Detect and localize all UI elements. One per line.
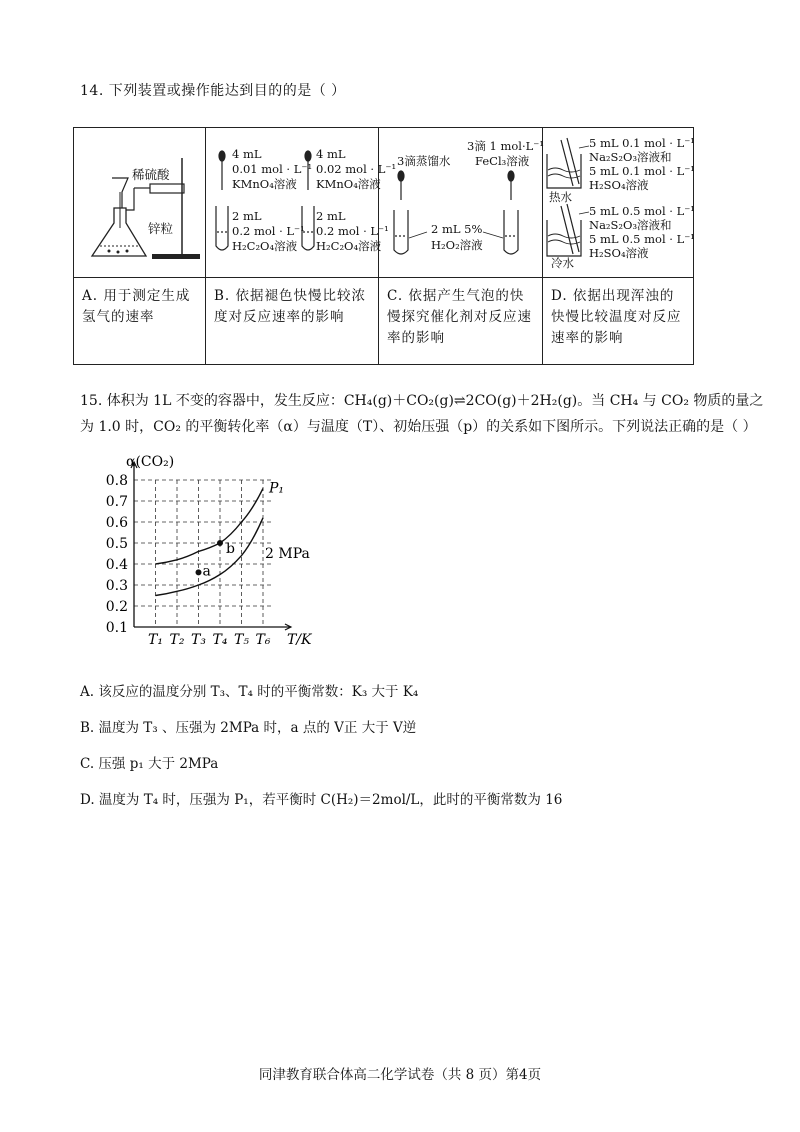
q14-option-a [74, 278, 206, 365]
q14-panel-c-figure [379, 128, 543, 278]
x-tick-label: T₆ [255, 632, 271, 648]
hydrogen-generator-apparatus-icon [74, 128, 205, 273]
label-d-top-line2: Na₂S₂O₃溶液和 [589, 150, 672, 164]
q15-option-d: D. 温度为 T₄ 时，压强为 P₁，若平衡时 C(H₂)＝2mol/L，此时的平衡常数为 16 [80, 792, 563, 808]
x-axis-label: T/K [286, 632, 312, 648]
label-c-h2o2-volume: 2 mL 5% [431, 222, 483, 236]
label-b-right-volume: 4 mL [316, 147, 346, 161]
series-curve-1 [156, 518, 264, 596]
point-label-a: a [202, 563, 211, 580]
q15-stem-line1: 15. 体积为 1L 不变的容器中，发生反应：CH₄(g)＋CO₂(g)⇌2CO(g)＋2H₂(g)。当 CH₄ 与 CO₂ 物质的量之 [80, 393, 764, 409]
q14-panel-a-figure [74, 128, 206, 278]
series-label-1: 2 MPa [265, 545, 310, 562]
q15-stem-line2: 为 1.0 时，CO₂ 的平衡转化率（α）与温度（T）、初始压强（p）的关系如下图所示。下列说法正确的是（ ） [80, 419, 757, 435]
q14-option-d-text: D. 依据出现浑浊的快慢比较温度对反应速率的影响 [551, 288, 682, 346]
x-tick-label: T₄ [212, 632, 228, 648]
y-tick-label: 0.6 [105, 515, 128, 531]
label-c-fecl3-conc: 3滴 1 mol·L⁻¹ [467, 139, 544, 153]
q14-option-d [543, 278, 694, 365]
label-b-right-tube-reagent: H₂C₂O₄溶液 [316, 239, 382, 253]
x-tick-label: T₂ [169, 632, 185, 648]
q14-option-c [379, 278, 543, 365]
y-tick-label: 0.7 [105, 494, 128, 510]
y-tick-label: 0.1 [105, 620, 128, 636]
y-tick-label: 0.8 [105, 473, 128, 489]
co2-conversion-chart [92, 455, 352, 655]
label-d-top-line1: 5 mL 0.1 mol · L⁻¹ [589, 136, 695, 150]
label-c-distilled-water: 3滴蒸馏水 [397, 154, 451, 168]
q14-option-a-text: A. 用于测定生成氢气的速率 [82, 288, 191, 325]
y-axis-label: α(CO₂) [126, 454, 175, 470]
q15-option-a: A. 该反应的温度分别 T₃、T₄ 时的平衡常数：K₃ 大于 K₄ [80, 684, 419, 700]
q14-option-c-text: C. 依据产生气泡的快慢探究催化剂对反应速率的影响 [387, 288, 532, 346]
label-b-left-reagent: KMnO₄溶液 [232, 177, 297, 191]
label-c-fecl3: FeCl₃溶液 [475, 154, 530, 168]
x-tick-label: T₃ [191, 632, 206, 648]
q14-panel-d-figure [543, 128, 694, 278]
label-b-left-tube-volume: 2 mL [232, 209, 262, 223]
label-zinc-granules: 锌粒 [148, 221, 174, 236]
label-b-right-conc: 0.02 mol · L⁻¹ [316, 162, 397, 176]
series-curve-0 [156, 488, 264, 564]
label-d-bottom-line2: Na₂S₂O₃溶液和 [589, 218, 672, 232]
x-tick-label: T₅ [234, 632, 249, 648]
q14-stem: 14. 下列装置或操作能达到目的的是（ ） [80, 83, 346, 99]
y-tick-label: 0.2 [105, 599, 128, 615]
label-b-left-volume: 4 mL [232, 147, 262, 161]
series-label-0: P₁ [269, 480, 285, 497]
q14-panel-b-figure [206, 128, 397, 278]
label-b-right-tube-volume: 2 mL [316, 209, 346, 223]
label-d-bottom-line3: 5 mL 0.5 mol · L⁻¹ [589, 232, 695, 246]
point-label-b: b [226, 541, 235, 557]
y-tick-label: 0.3 [105, 578, 128, 594]
y-tick-label: 0.5 [105, 536, 128, 552]
q14-option-b-text: B. 依据褪色快慢比较浓度对反应速率的影响 [214, 288, 367, 325]
point-b [217, 540, 223, 546]
label-dilute-sulfuric-acid: 稀硫酸 [132, 167, 170, 182]
label-d-cold-water: 冷水 [551, 256, 574, 270]
point-a [196, 569, 202, 575]
label-d-top-line3: 5 mL 0.1 mol · L⁻¹ [589, 164, 695, 178]
label-b-right-tube-conc: 0.2 mol · L⁻¹ [316, 224, 389, 238]
q15-option-b: B. 温度为 T₃ 、压强为 2MPa 时，a 点的 V正 大于 V逆 [80, 720, 417, 736]
label-c-h2o2: H₂O₂溶液 [431, 238, 483, 252]
label-b-left-tube-reagent: H₂C₂O₄溶液 [232, 239, 298, 253]
x-tick-label: T₁ [148, 632, 163, 648]
label-b-left-conc: 0.01 mol · L⁻¹ [232, 162, 313, 176]
label-d-top-line4: H₂SO₄溶液 [589, 178, 649, 192]
q14-option-b [206, 278, 379, 365]
page-footer: 同津教育联合体高二化学试卷（共 8 页）第4页 [258, 1067, 542, 1083]
label-d-hot-water: 热水 [549, 190, 572, 204]
label-d-bottom-line4: H₂SO₄溶液 [589, 246, 649, 260]
y-tick-label: 0.4 [105, 557, 128, 573]
label-b-right-reagent: KMnO₄溶液 [316, 177, 381, 191]
q15-option-c: C. 压强 p₁ 大于 2MPa [80, 756, 219, 772]
label-b-left-tube-conc: 0.2 mol · L⁻¹ [232, 224, 305, 238]
q14-options-table [73, 127, 694, 365]
label-d-bottom-line1: 5 mL 0.5 mol · L⁻¹ [589, 204, 695, 218]
